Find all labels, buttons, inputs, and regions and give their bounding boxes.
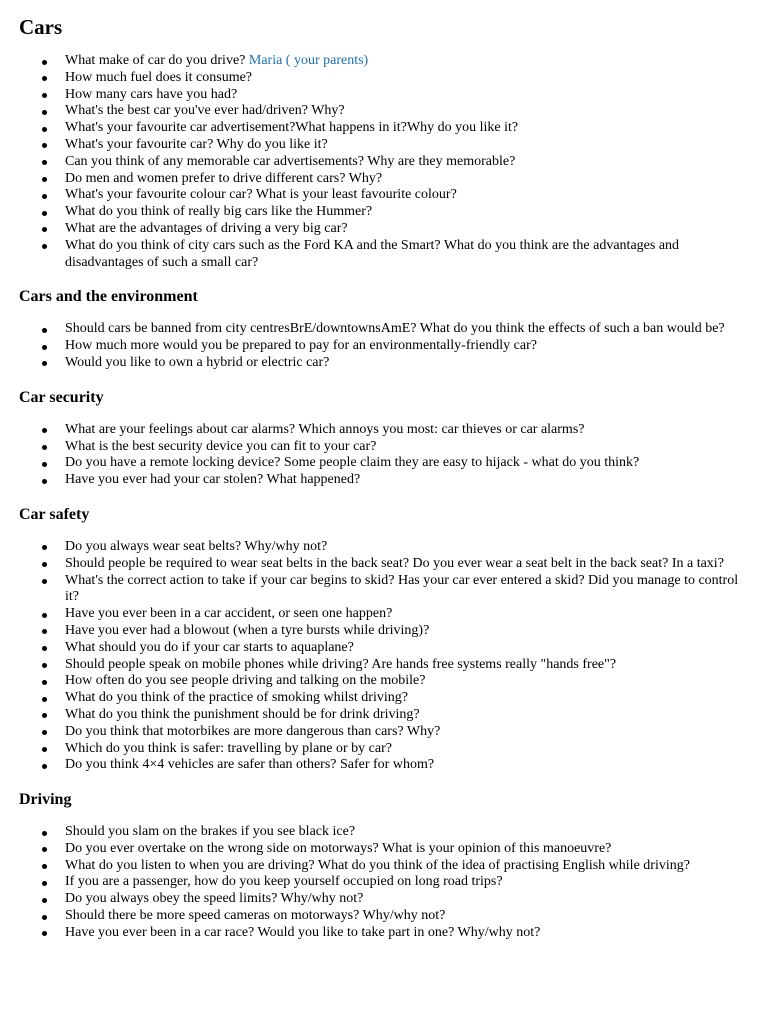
list-item: What's your favourite colour car? What is your least favourite colour? <box>65 187 750 204</box>
list-item: What is the best security device you can fit to your car? <box>65 439 750 456</box>
list-item: How much fuel does it consume? <box>65 70 750 87</box>
list-item: Do you think that motorbikes are more dangerous than cars? Why? <box>65 724 750 741</box>
section-heading: Car security <box>19 388 104 406</box>
intro-question-list <box>19 53 750 271</box>
question-list <box>19 422 750 489</box>
list-item: Do men and women prefer to drive different cars? Why? <box>65 171 750 188</box>
list-item: Can you think of any memorable car advertisements? Why are they memorable? <box>65 154 750 171</box>
list-item: What do you think of the practice of smoking whilst driving? <box>65 690 750 707</box>
section <box>19 505 750 774</box>
list-item: Have you ever been in a car accident, or seen one happen? <box>65 606 750 623</box>
list-item: What's the correct action to take if your car begins to skid? Has your car ever entered a skid? Did you manage to control it? <box>65 573 750 607</box>
list-item: Should cars be banned from city centresBrE/downtownsAmE? What do you think the effects of such a ban would be? <box>65 321 750 338</box>
question-list <box>19 824 750 942</box>
list-item: Do you have a remote locking device? Some people claim they are easy to hijack - what do you think? <box>65 455 750 472</box>
list-item: How often do you see people driving and talking on the mobile? <box>65 673 750 690</box>
list-item: Should people be required to wear seat belts in the back seat? Do you ever wear a seat belt in the back seat? In a taxi? <box>65 556 750 573</box>
list-item: What's your favourite car advertisement?What happens in it?Why do you like it? <box>65 120 750 137</box>
list-item: How much more would you be prepared to pay for an environmentally-friendly car? <box>65 338 750 355</box>
list-item: What do you think the punishment should be for drink driving? <box>65 707 750 724</box>
page-title: Cars <box>19 15 63 39</box>
list-item: Should people speak on mobile phones while driving? Are hands free systems really "hands free"? <box>65 657 750 674</box>
list-item: Do you think 4×4 vehicles are safer than others? Safer for whom? <box>65 757 750 774</box>
list-item: Have you ever had a blowout (when a tyre bursts while driving)? <box>65 623 750 640</box>
section-heading: Cars and the environment <box>19 288 198 306</box>
list-item <box>65 53 750 70</box>
list-item: Do you always obey the speed limits? Why/why not? <box>65 891 750 908</box>
list-item: What do you think of really big cars like the Hummer? <box>65 204 750 221</box>
list-item: Would you like to own a hybrid or electric car? <box>65 355 750 372</box>
section-heading: Driving <box>19 791 72 809</box>
question-list <box>19 539 750 774</box>
section <box>19 388 750 489</box>
list-item: What's your favourite car? Why do you like it? <box>65 137 750 154</box>
list-item: Do you always wear seat belts? Why/why not? <box>65 539 750 556</box>
section-heading: Car safety <box>19 505 90 523</box>
section <box>19 790 750 942</box>
list-item: What do you think of city cars such as the Ford KA and the Smart? What do you think are the advantages and disadvantages of such a small car? <box>65 238 750 272</box>
list-item: Which do you think is safer: travelling by plane or by car? <box>65 741 750 758</box>
list-item: If you are a passenger, how do you keep yourself occupied on long road trips? <box>65 874 750 891</box>
list-item: Have you ever been in a car race? Would you like to take part in one? Why/why not? <box>65 925 750 942</box>
list-item: What should you do if your car starts to aquaplane? <box>65 640 750 657</box>
list-item: Should you slam on the brakes if you see black ice? <box>65 824 750 841</box>
list-item-text: What make of car do you drive? <box>65 53 249 68</box>
list-item: Do you ever overtake on the wrong side on motorways? What is your opinion of this manoeuvre? <box>65 841 750 858</box>
question-list <box>19 321 750 371</box>
list-item: What's the best car you've ever had/driven? Why? <box>65 103 750 120</box>
list-item: Have you ever had your car stolen? What happened? <box>65 472 750 489</box>
list-item: Should there be more speed cameras on motorways? Why/why not? <box>65 908 750 925</box>
list-item: What do you listen to when you are driving? What do you think of the idea of practising English while driving? <box>65 858 750 875</box>
list-item: What are your feelings about car alarms? Which annoys you most: car thieves or car alarms? <box>65 422 750 439</box>
section <box>19 287 750 371</box>
sections-container <box>19 287 750 941</box>
maria-link[interactable]: Maria ( your parents) <box>248 53 369 68</box>
list-item: What are the advantages of driving a very big car? <box>65 221 750 238</box>
list-item: How many cars have you had? <box>65 87 750 104</box>
